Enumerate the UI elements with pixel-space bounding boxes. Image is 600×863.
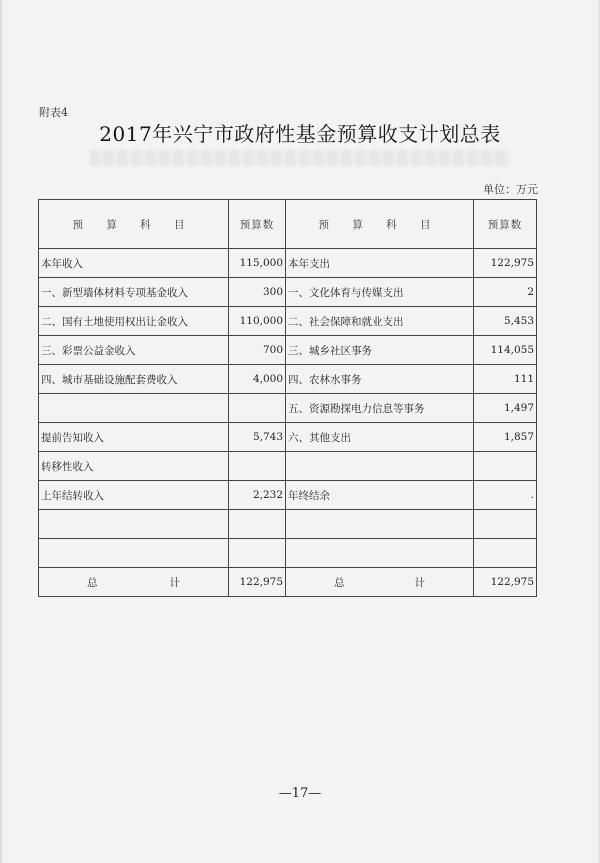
income-item (39, 539, 229, 568)
expense-total-amount: 122,975 (474, 568, 537, 597)
income-item (39, 510, 229, 539)
income-item: 三、彩票公益金收入 (39, 336, 229, 365)
expense-item: 年终结余 (286, 481, 474, 510)
expense-item: 六、其他支出 (286, 423, 474, 452)
total-row (39, 568, 537, 597)
header-expense-amount: 预算数 (474, 200, 537, 249)
expense-amount (474, 510, 537, 539)
header-income-amount: 预算数 (229, 200, 286, 249)
income-item: 本年收入 (39, 249, 229, 278)
income-amount: 300 (229, 278, 286, 307)
expense-amount: 114,055 (474, 336, 537, 365)
income-amount: 5,743 (229, 423, 286, 452)
table-row (39, 539, 537, 568)
total-char: 总 (87, 576, 98, 589)
table-row (39, 336, 537, 365)
expense-item: 四、农林水事务 (286, 365, 474, 394)
table-row (39, 423, 537, 452)
table-row (39, 452, 537, 481)
expense-item: 本年支出 (286, 249, 474, 278)
total-char: 计 (414, 576, 425, 589)
expense-amount: 1,497 (474, 394, 537, 423)
expense-item: 二、社会保障和就业支出 (286, 307, 474, 336)
budget-table (38, 199, 537, 597)
income-item: 四、城市基础设施配套费收入 (39, 365, 229, 394)
expense-amount: 111 (474, 365, 537, 394)
income-amount (229, 394, 286, 423)
table-row (39, 249, 537, 278)
table-row (39, 510, 537, 539)
expense-amount: 1,857 (474, 423, 537, 452)
total-char: 计 (169, 576, 180, 589)
unit-label: 单位：万元 (483, 183, 538, 196)
header-expense-item: 预 算 科 目 (286, 200, 474, 249)
income-amount (229, 510, 286, 539)
expense-item: 一、文化体育与传媒支出 (286, 278, 474, 307)
expense-total-label (286, 568, 474, 597)
expense-item (286, 539, 474, 568)
expense-item (286, 452, 474, 481)
page-title: 2017年兴宁市政府性基金预算收支计划总表 (99, 122, 501, 146)
expense-amount: 2 (474, 278, 537, 307)
income-amount (229, 539, 286, 568)
income-item: 提前告知收入 (39, 423, 229, 452)
table-row (39, 278, 537, 307)
page-number: —17— (278, 786, 322, 801)
income-total-amount: 122,975 (229, 568, 286, 597)
income-item: 转移性收入 (39, 452, 229, 481)
expense-amount: 5,453 (474, 307, 537, 336)
table-row (39, 307, 537, 336)
expense-amount (474, 539, 537, 568)
expense-item: 五、资源勘探电力信息等事务 (286, 394, 474, 423)
table-row (39, 365, 537, 394)
table-row (39, 394, 537, 423)
income-amount: 2,232 (229, 481, 286, 510)
attachment-label: 附表4 (39, 106, 68, 119)
total-char: 总 (334, 576, 345, 589)
expense-amount: . (474, 481, 537, 510)
income-amount: 110,000 (229, 307, 286, 336)
income-amount (229, 452, 286, 481)
table-header-row (39, 200, 537, 249)
expense-amount: 122,975 (474, 249, 537, 278)
expense-amount (474, 452, 537, 481)
header-income-item: 预 算 科 目 (39, 200, 229, 249)
income-amount: 115,000 (229, 249, 286, 278)
income-item: 一、新型墙体材料专项基金收入 (39, 278, 229, 307)
expense-item (286, 510, 474, 539)
table-row (39, 481, 537, 510)
income-total-label (39, 568, 229, 597)
income-item: 二、国有土地使用权出让金收入 (39, 307, 229, 336)
expense-item: 三、城乡社区事务 (286, 336, 474, 365)
income-amount: 4,000 (229, 365, 286, 394)
income-amount: 700 (229, 336, 286, 365)
income-item: 上年结转收入 (39, 481, 229, 510)
show-through-artifact (90, 150, 510, 166)
income-item (39, 394, 229, 423)
